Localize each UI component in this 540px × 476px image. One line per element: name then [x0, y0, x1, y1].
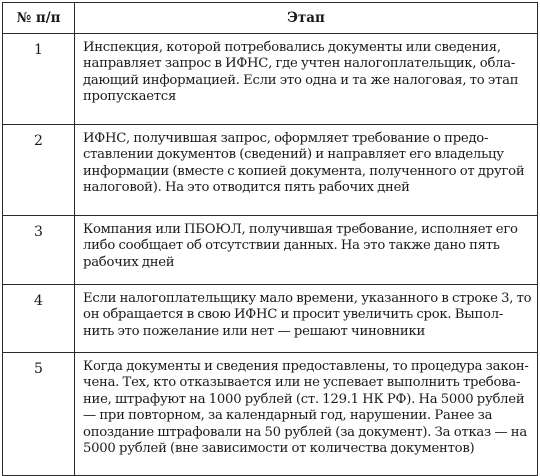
row-number: 3: [3, 216, 75, 285]
table-header-row: [3, 3, 538, 34]
row-number: 2: [3, 125, 75, 216]
table-row: [3, 216, 538, 285]
row-stage-text: [75, 216, 538, 285]
row-number: 1: [3, 34, 75, 125]
stage-text-line: Когда документы и сведения предоставлены, то процедура закон-: [83, 359, 529, 374]
header-stage: Этап: [75, 3, 538, 34]
stage-text-line: налоговой). На это отводится пять рабочих дней: [83, 180, 410, 196]
stage-text-line: чена. Тех, кто отказывается или не успевает выполнить требова-: [83, 375, 521, 391]
header-number: № п/п: [3, 3, 75, 34]
table-row: [3, 125, 538, 216]
stage-text-line: пропускается: [83, 89, 177, 105]
stage-text-line: ставлении документов (сведений) и направляет его владельцу: [83, 147, 504, 163]
stage-text-line: — при повторном, за календарный год, нарушении. Ранее за: [83, 408, 493, 424]
row-stage-text: [75, 125, 538, 216]
table-row: [3, 34, 538, 125]
row-stage-text: [75, 34, 538, 125]
stage-text-line: Инспекция, которой потребовались документы или сведения,: [83, 40, 501, 55]
row-number: 4: [3, 285, 75, 353]
stage-text-line: либо сообщает об отсутствии данных. На это также дано пять: [83, 238, 500, 254]
stage-text-line: дающий информацией. Если это одна и та же налоговая, то этап: [83, 72, 519, 88]
procedure-table: [2, 2, 538, 476]
stage-text-line: информации (вместе с копией документа, полученного от другой: [83, 163, 525, 179]
stage-text-line: опоздание штрафовали на 50 рублей (за документ). За отказ — на: [83, 424, 527, 440]
stage-text-line: Компания или ПБОЮЛ, получившая требование, исполняет его: [83, 222, 518, 237]
row-number: 5: [3, 353, 75, 476]
stage-text-line: ние, штрафуют на 1000 рублей (ст. 129.1 НК РФ). На 5000 рублей: [83, 391, 525, 407]
stage-text-line: рабочих дней: [83, 254, 175, 270]
stage-text-line: направляет запрос в ИФНС, где учтен налогоплательщик, обла-: [83, 56, 516, 72]
stage-text-line: ИФНС, получившая запрос, оформляет требование о предо-: [83, 131, 489, 146]
procedure-table-wrapper: [2, 2, 537, 476]
stage-text-line: Если налогоплательщику мало времени, указанного в строке 3, то: [83, 291, 532, 306]
row-stage-text: [75, 285, 538, 353]
stage-text-line: нить это пожелание или нет — решают чиновники: [83, 323, 426, 339]
stage-text-line: 5000 рублей (вне зависимости от количества документов): [83, 441, 475, 457]
row-stage-text: [75, 353, 538, 476]
table-row: [3, 353, 538, 476]
table-row: [3, 285, 538, 353]
stage-text-line: он обращается в свою ИФНС и просит увеличить срок. Выпол-: [83, 307, 504, 323]
